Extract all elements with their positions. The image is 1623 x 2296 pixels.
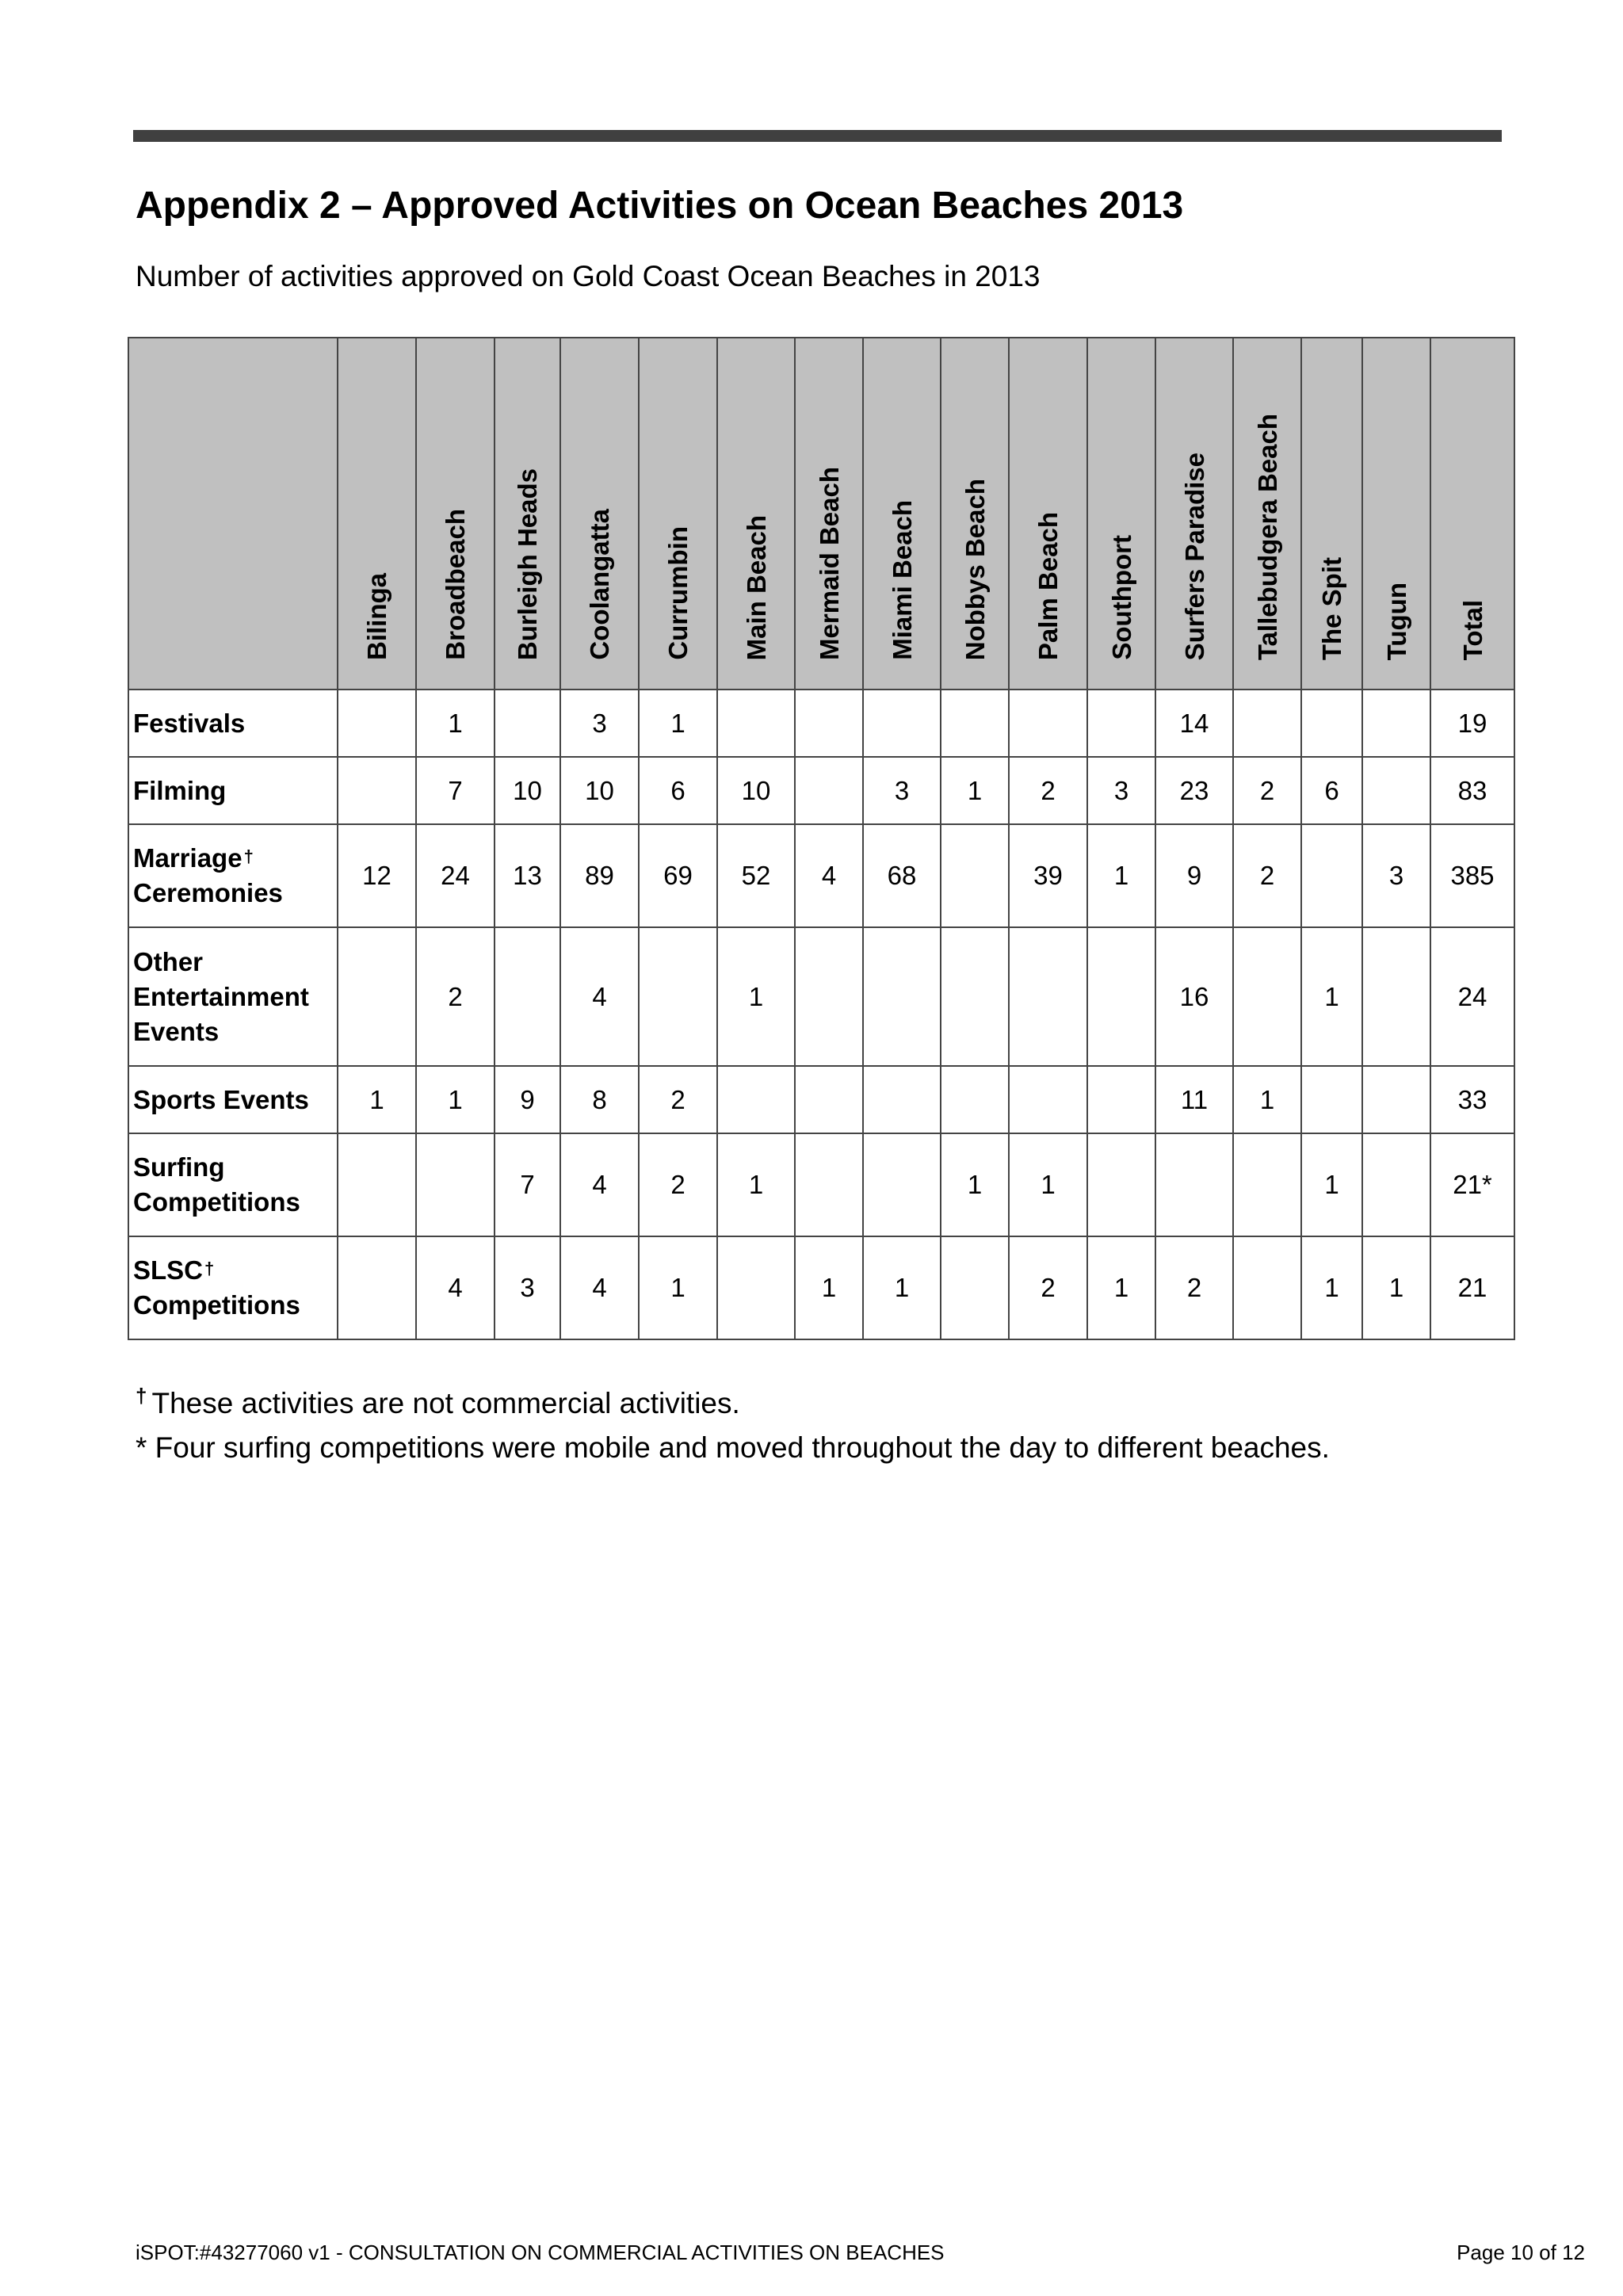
table-cell (1009, 690, 1087, 757)
table-cell (1233, 1236, 1301, 1339)
table-cell: 2 (639, 1066, 717, 1133)
column-header-label: Bilinga (362, 572, 391, 660)
table-cell: 1 (717, 1133, 795, 1236)
column-header (560, 338, 639, 690)
table-cell (338, 1133, 416, 1236)
table-cell: 3 (495, 1236, 560, 1339)
table-cell (941, 1236, 1009, 1339)
table-cell (1362, 690, 1430, 757)
table-cell: 6 (639, 757, 717, 824)
table-cell: 3 (1362, 824, 1430, 927)
page-subtitle: Number of activities approved on Gold Coast Ocean Beaches in 2013 (136, 260, 1041, 292)
column-header (416, 338, 495, 690)
table-cell: 7 (495, 1133, 560, 1236)
table-cell (863, 1133, 941, 1236)
table-cell (1362, 927, 1430, 1066)
row-label (128, 1236, 338, 1339)
total-cell: 19 (1430, 690, 1514, 757)
table-cell (717, 690, 795, 757)
table-cell: 2 (1009, 757, 1087, 824)
footnote-dagger-text: These activities are not commercial activities. (151, 1387, 740, 1419)
row-label (128, 757, 338, 824)
table-row (128, 690, 1514, 757)
table-cell: 1 (1301, 1133, 1362, 1236)
page-title: Appendix 2 – Approved Activities on Ocean Beaches 2013 (136, 185, 1184, 227)
row-label-line: Surfing (133, 1152, 225, 1182)
table-cell (863, 1066, 941, 1133)
row-label-line: Filming (133, 775, 227, 805)
table-cell: 4 (795, 824, 863, 927)
table-cell (338, 927, 416, 1066)
table-cell: 1 (863, 1236, 941, 1339)
column-header-total (1430, 338, 1514, 690)
column-header (941, 338, 1009, 690)
table-cell: 1 (338, 1066, 416, 1133)
row-label-line: Entertainment (133, 981, 309, 1011)
column-header-label: Tallebudgera Beach (1252, 413, 1282, 660)
table-cell (795, 690, 863, 757)
column-header-label: Surfers Paradise (1179, 452, 1209, 660)
dagger-mark: † (204, 1259, 215, 1278)
table-cell (717, 1066, 795, 1133)
row-label-line: Events (133, 1016, 220, 1046)
table-cell: 2 (1009, 1236, 1087, 1339)
table-cell: 1 (1087, 824, 1155, 927)
column-header-label: Palm Beach (1033, 511, 1063, 660)
table-cell (1362, 1133, 1430, 1236)
column-header-label: Miami Beach (887, 500, 917, 660)
column-header-label: Total (1457, 599, 1487, 660)
column-header (1087, 338, 1155, 690)
column-header-label: Southport (1106, 535, 1136, 660)
table-row (128, 1236, 1514, 1339)
row-label-line: Other (133, 946, 204, 976)
row-label-line (133, 841, 337, 876)
column-header (863, 338, 941, 690)
table-cell: 89 (560, 824, 639, 927)
table-cell: 1 (416, 1066, 495, 1133)
table-cell: 2 (1155, 1236, 1233, 1339)
table-cell (338, 1236, 416, 1339)
table-cell: 2 (1233, 757, 1301, 824)
table-cell: 1 (1362, 1236, 1430, 1339)
table-cell (1301, 824, 1362, 927)
table-cell (941, 927, 1009, 1066)
table-cell: 1 (941, 757, 1009, 824)
column-header-label: Main Beach (741, 514, 771, 660)
table-cell (1087, 927, 1155, 1066)
table-cell: 4 (560, 1133, 639, 1236)
activities-table (128, 337, 1515, 1340)
table-row (128, 824, 1514, 927)
table-cell (1301, 690, 1362, 757)
table-cell (338, 757, 416, 824)
column-header-label: The Spit (1317, 556, 1346, 660)
table-cell: 6 (1301, 757, 1362, 824)
footnote-dagger (136, 1384, 740, 1420)
table-cell: 24 (416, 824, 495, 927)
table-cell: 1 (717, 927, 795, 1066)
table-cell: 3 (1087, 757, 1155, 824)
table-row (128, 757, 1514, 824)
table-row (128, 927, 1514, 1066)
table-cell (495, 927, 560, 1066)
table-cell: 1 (1087, 1236, 1155, 1339)
column-header-label: Broadbeach (441, 509, 470, 660)
row-label-line (133, 1253, 337, 1288)
table-cell: 9 (1155, 824, 1233, 927)
table-cell: 3 (560, 690, 639, 757)
table-cell: 11 (1155, 1066, 1233, 1133)
total-cell: 83 (1430, 757, 1514, 824)
column-header (1362, 338, 1430, 690)
table-cell (1009, 927, 1087, 1066)
total-cell: 21 (1430, 1236, 1514, 1339)
dagger-mark: † (136, 1384, 147, 1408)
table-cell: 52 (717, 824, 795, 927)
table-cell: 1 (639, 1236, 717, 1339)
row-label (128, 824, 338, 927)
table-header-row (128, 338, 1514, 690)
table-cell: 23 (1155, 757, 1233, 824)
table-cell: 9 (495, 1066, 560, 1133)
total-cell: 33 (1430, 1066, 1514, 1133)
table-cell (941, 690, 1009, 757)
table-cell: 1 (795, 1236, 863, 1339)
table-cell (863, 690, 941, 757)
column-header (639, 338, 717, 690)
column-header (717, 338, 795, 690)
table-cell (795, 757, 863, 824)
footer-document-ref: iSPOT:#43277060 v1 - CONSULTATION ON COMMERCIAL ACTIVITIES ON BEACHES (136, 2241, 945, 2264)
total-cell: 21* (1430, 1133, 1514, 1236)
column-header-label: Tugun (1381, 582, 1411, 660)
table-cell (1233, 1133, 1301, 1236)
table-cell: 1 (1233, 1066, 1301, 1133)
table-cell (795, 927, 863, 1066)
table-cell: 4 (560, 927, 639, 1066)
table-row (128, 1066, 1514, 1133)
table-row (128, 1133, 1514, 1236)
total-cell: 385 (1430, 824, 1514, 927)
table-cell (1009, 1066, 1087, 1133)
table-cell (1087, 690, 1155, 757)
table-cell: 2 (416, 927, 495, 1066)
column-header (495, 338, 560, 690)
table-cell: 39 (1009, 824, 1087, 927)
table-cell: 10 (495, 757, 560, 824)
table-cell: 68 (863, 824, 941, 927)
table-cell (1233, 927, 1301, 1066)
row-label-line: Competitions (133, 1290, 300, 1320)
row-label-text: SLSC (133, 1255, 204, 1285)
table-cell (495, 690, 560, 757)
table-cell (1233, 690, 1301, 757)
column-header-label: Mermaid Beach (814, 467, 844, 660)
table-cell: 1 (1301, 927, 1362, 1066)
column-header (338, 338, 416, 690)
table-cell (941, 824, 1009, 927)
row-label (128, 927, 338, 1066)
row-label-line: Sports Events (133, 1084, 309, 1114)
table-cell: 1 (416, 690, 495, 757)
table-cell (795, 1133, 863, 1236)
table-cell: 10 (717, 757, 795, 824)
row-label-line: Competitions (133, 1187, 300, 1217)
row-label (128, 690, 338, 757)
table-cell: 16 (1155, 927, 1233, 1066)
dagger-mark: † (243, 846, 254, 866)
table-cell (416, 1133, 495, 1236)
footnote-asterisk: * Four surfing competitions were mobile and moved throughout the day to different beaches. (136, 1431, 1330, 1464)
table-cell (863, 927, 941, 1066)
row-label-text: Marriage (133, 843, 242, 873)
table-cell (1362, 1066, 1430, 1133)
corner-cell (128, 338, 338, 690)
footer-page-number: Page 10 of 12 (1457, 2241, 1585, 2264)
table-cell: 1 (1301, 1236, 1362, 1339)
column-header-label: Coolangatta (585, 509, 614, 660)
table-cell (717, 1236, 795, 1339)
table-cell: 10 (560, 757, 639, 824)
table-cell: 12 (338, 824, 416, 927)
row-label-line: Festivals (133, 708, 246, 738)
table-cell (338, 690, 416, 757)
table-cell (1155, 1133, 1233, 1236)
table-cell (795, 1066, 863, 1133)
table-cell (1087, 1066, 1155, 1133)
table-cell: 1 (941, 1133, 1009, 1236)
row-label (128, 1066, 338, 1133)
table-cell (941, 1066, 1009, 1133)
column-header-label: Currumbin (663, 526, 693, 660)
table-cell: 69 (639, 824, 717, 927)
table-cell (639, 927, 717, 1066)
table-cell: 7 (416, 757, 495, 824)
table-cell (1362, 757, 1430, 824)
column-header-label: Burleigh Heads (513, 468, 542, 660)
column-header (1301, 338, 1362, 690)
table-cell: 8 (560, 1066, 639, 1133)
total-cell: 24 (1430, 927, 1514, 1066)
table-cell: 2 (639, 1133, 717, 1236)
table-cell: 3 (863, 757, 941, 824)
column-header (795, 338, 863, 690)
table-cell: 1 (1009, 1133, 1087, 1236)
table-cell: 14 (1155, 690, 1233, 757)
table-cell: 4 (560, 1236, 639, 1339)
row-label (128, 1133, 338, 1236)
column-header (1155, 338, 1233, 690)
table-cell: 2 (1233, 824, 1301, 927)
column-header (1233, 338, 1301, 690)
table-cell: 4 (416, 1236, 495, 1339)
column-header (1009, 338, 1087, 690)
table-cell (1301, 1066, 1362, 1133)
top-rule (133, 130, 1502, 142)
table-cell: 13 (495, 824, 560, 927)
table-cell: 1 (639, 690, 717, 757)
row-label-line: Ceremonies (133, 878, 283, 907)
table-cell (1087, 1133, 1155, 1236)
column-header-label: Nobbys Beach (960, 478, 990, 660)
